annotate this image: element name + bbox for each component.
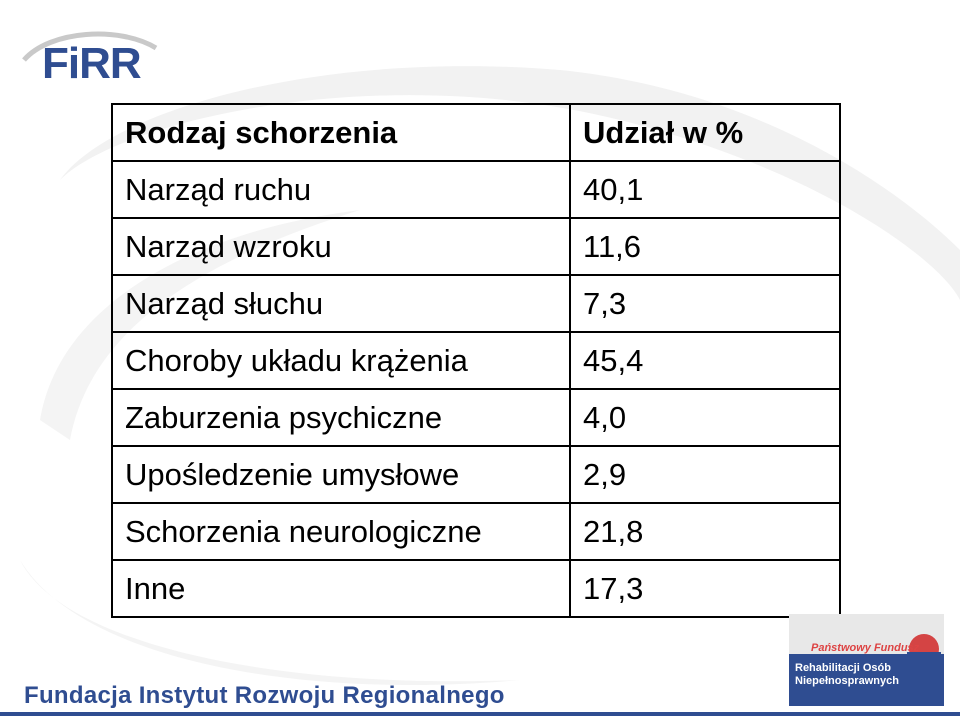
row-label: Narząd wzroku [112, 218, 570, 275]
row-value: 7,3 [570, 275, 840, 332]
header-disease-type: Rodzaj schorzenia [112, 104, 570, 161]
table-row [112, 389, 840, 446]
row-value: 4,0 [570, 389, 840, 446]
footer-organization-name: Fundacja Instytut Rozwoju Regionalnego [24, 682, 505, 709]
row-label: Narząd ruchu [112, 161, 570, 218]
row-value: 11,6 [570, 218, 840, 275]
pfron-logo [789, 614, 944, 706]
table-row [112, 161, 840, 218]
firr-logo-text: FiRR [42, 39, 141, 88]
pfron-line-3: Niepełnosprawnych [795, 675, 899, 687]
table-row [112, 275, 840, 332]
firr-logo [20, 26, 160, 88]
table-row [112, 503, 840, 560]
table-row [112, 218, 840, 275]
row-value: 45,4 [570, 332, 840, 389]
table-row [112, 332, 840, 389]
disease-share-table [111, 103, 841, 618]
row-value: 40,1 [570, 161, 840, 218]
row-label: Schorzenia neurologiczne [112, 503, 570, 560]
row-label: Narząd słuchu [112, 275, 570, 332]
row-label: Upośledzenie umysłowe [112, 446, 570, 503]
row-label: Inne [112, 560, 570, 617]
table-row [112, 560, 840, 617]
row-value: 21,8 [570, 503, 840, 560]
row-value: 2,9 [570, 446, 840, 503]
footer-divider [0, 712, 960, 716]
header-share-percent: Udział w % [570, 104, 840, 161]
table-row [112, 446, 840, 503]
row-value: 17,3 [570, 560, 840, 617]
pfron-line-2: Rehabilitacji Osób [795, 662, 891, 674]
row-label: Choroby układu krążenia [112, 332, 570, 389]
table-header-row [112, 104, 840, 161]
pfron-line-1: Państwowy Fundusz [811, 642, 920, 654]
row-label: Zaburzenia psychiczne [112, 389, 570, 446]
